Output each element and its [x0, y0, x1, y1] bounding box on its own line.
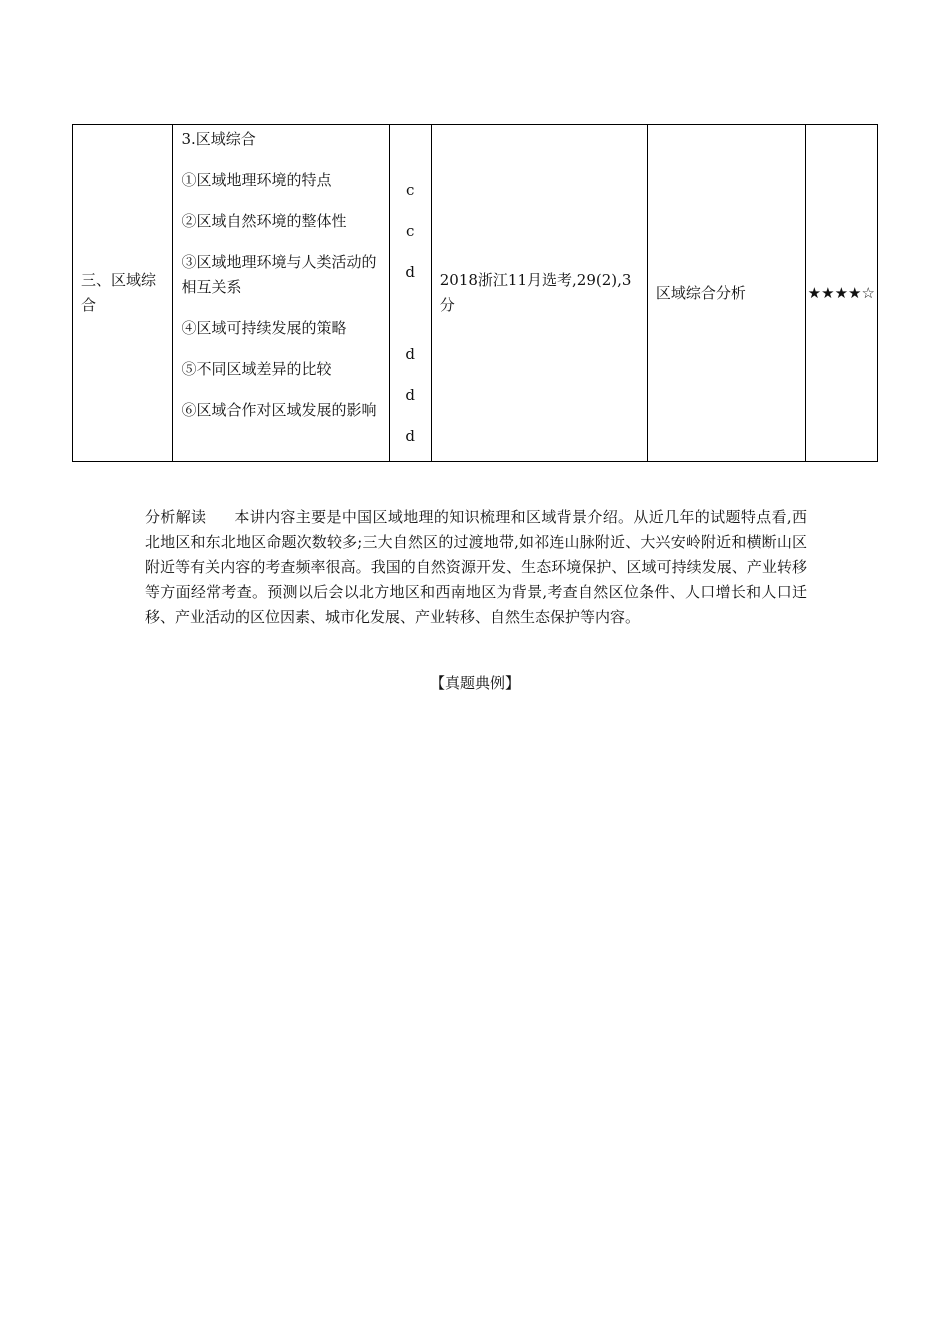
analysis-label: 分析解读: [145, 508, 207, 526]
ability-cell: 区域综合分析: [647, 125, 805, 462]
topics-cell: [173, 125, 389, 462]
analysis-text: 本讲内容主要是中国区域地理的知识梳理和区域背景介绍。从近几年的试题特点看,西北地区和东北地区命题次数较多;三大自然区的过渡地带,如祁连山脉附近、大兴安岭附近和横断山区附近等有关内容的考查频率很高。我国的自然资源开发、生态环境保护、区域可持续发展、产业转移等方面经常考查。预测以后会以北方地区和西南地区为背景,考查自然区位条件、人口增长和人口迁移、产业活动的区位因素、城市化发展、产业转移、自然生态保护等内容。: [145, 508, 807, 626]
topic-item: ⑤不同区域差异的比较: [181, 360, 332, 378]
outline-table: [72, 124, 878, 462]
level-label: c: [405, 222, 415, 240]
level-label: d: [405, 345, 415, 363]
topic-item: ⑥区域合作对区域发展的影响: [181, 401, 377, 419]
level-label: d: [405, 386, 415, 404]
exam-cell: 2018浙江11月选考,29(2),3分: [431, 125, 647, 462]
level-label: [390, 293, 431, 334]
level-label: d: [405, 427, 415, 445]
topic-heading: 3.区域综合: [181, 130, 256, 148]
topic-item: ②区域自然环境的整体性: [181, 212, 347, 230]
topic-item: ①区域地理环境的特点: [181, 171, 332, 189]
section-heading: 【真题典例】: [429, 674, 520, 692]
level-label: d: [405, 263, 415, 281]
rating-stars: ★★★★☆: [805, 125, 877, 462]
topic-item: ④区域可持续发展的策略: [181, 319, 347, 337]
table-row: [73, 125, 878, 462]
level-label: c: [405, 181, 415, 199]
levels-cell: [389, 125, 431, 462]
analysis-paragraph: [145, 505, 807, 630]
topic-item: ③区域地理环境与人类活动的相互关系: [181, 253, 377, 296]
section-cell: 三、区域综合: [73, 125, 173, 462]
